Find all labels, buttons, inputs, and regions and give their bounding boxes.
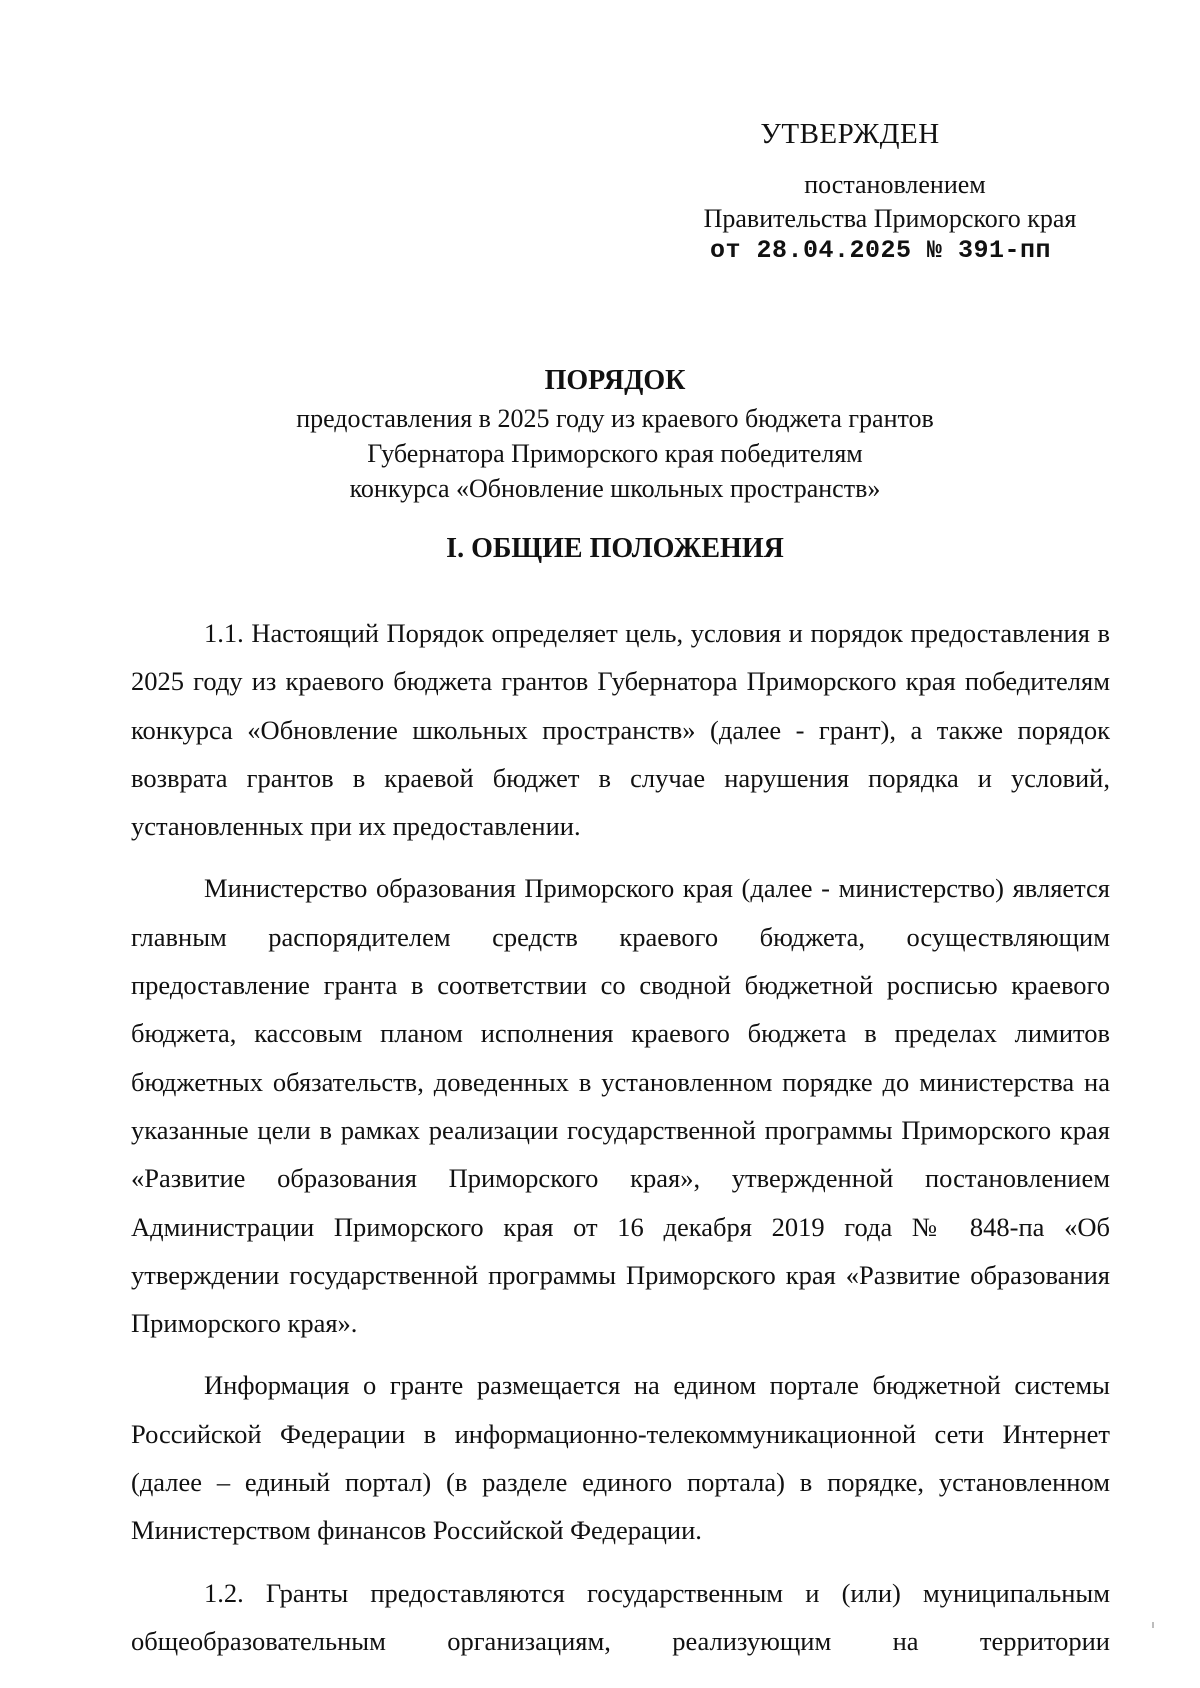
document-title: ПОРЯДОК	[544, 365, 686, 396]
document-subtitle-line: предоставления в 2025 году из краевого бюджета грантов	[296, 404, 934, 433]
section-title: I. ОБЩИЕ ПОЛОЖЕНИЯ	[446, 533, 784, 564]
approval-line-resolution: постановлением	[804, 170, 986, 199]
paragraph-1-2: 1.2. Гранты предоставляются государственным и (или) муниципальным общеобразовательным организациям, реализующим на территории	[131, 1577, 1110, 1656]
document-body	[131, 609, 1110, 1665]
approval-title: УТВЕРЖДЕН	[760, 118, 940, 150]
document-subtitle-line: Губернатора Приморского края победителям	[367, 439, 863, 468]
paragraph-information: Информация о гранте размещается на едином портале бюджетной системы Российской Федерации в информационно-телекоммуникационной сети Интернет (далее – единый портал) (в разделе единого портала) в порядке, установленном Министерством финансов Российской Федерации.	[131, 1370, 1110, 1546]
document-subtitle-line: конкурса «Обновление школьных пространств»	[349, 474, 881, 503]
approval-line-government: Правительства Приморского края	[703, 204, 1077, 233]
approval-number: от 28.04.2025 № 391-пп	[710, 236, 1052, 265]
paragraph-1-1: 1.1. Настоящий Порядок определяет цель, условия и порядок предоставления в 2025 году из краевого бюджета грантов Губернатора Приморского края победителям конкурса «Обновление школьных пространств» (далее - грант), а также порядок возврата грантов в краевой бюджет в случае нарушения порядка и условий, установленных при их предоставлении.	[131, 618, 1110, 842]
scan-artifact	[1152, 1622, 1154, 1628]
paragraph-ministry: Министерство образования Приморского края (далее - министерство) является главным распорядителем средств краевого бюджета, осуществляющим предоставление гранта в соответствии со сводной бюджетной росписью краевого бюджета, кассовым планом исполнения краевого бюджета в пределах лимитов бюджетных обязательств, доведенных в установленном порядке до министерства на указанные цели в рамках реализации государственной программы Приморского края «Развитие образования Приморского края», утвержденной постановлением Администрации Приморского края от 16 декабря 2019 года № 848-па «Об утверждении государственной программы Приморского края «Развитие образования Приморского края».	[131, 873, 1110, 1339]
